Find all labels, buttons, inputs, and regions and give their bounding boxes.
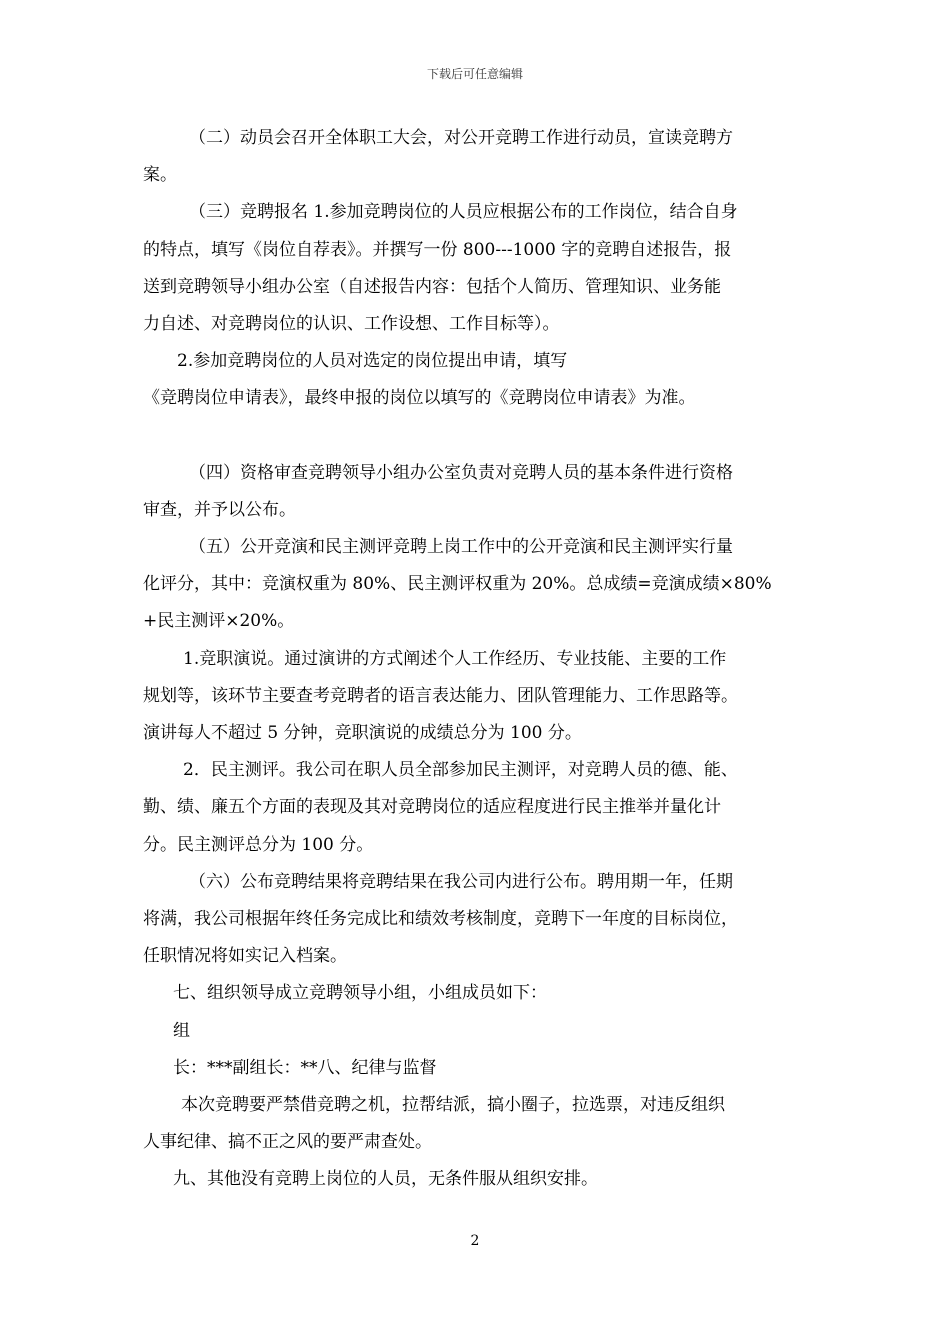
paragraph-line: 人事纪律、搞不正之风的要严肃查处。 bbox=[143, 1132, 432, 1153]
paragraph-line: 《竞聘岗位申请表》，最终申报的岗位以填写的《竞聘岗位申请表》为准。 bbox=[143, 388, 696, 409]
paragraph-line: 2.参加竞聘岗位的人员对选定的岗位提出申请，填写 bbox=[177, 351, 568, 372]
paragraph-line: （五）公开竞演和民主测评竞聘上岗工作中的公开竞演和民主测评实行量 bbox=[189, 537, 733, 558]
paragraph-line: 力自述、对竞聘岗位的认识、工作设想、工作目标等）。 bbox=[143, 314, 560, 335]
paragraph-spacer bbox=[143, 418, 813, 455]
paragraph-line: 勤、绩、廉五个方面的表现及其对竞聘岗位的适应程度进行民主推举并量化计 bbox=[143, 797, 721, 818]
paragraph-line: 审查，并予以公布。 bbox=[143, 499, 296, 520]
paragraph-line: （四）资格审查竞聘领导小组办公室负责对竞聘人员的基本条件进行资格 bbox=[189, 462, 733, 483]
page-header: 下载后可任意编辑 bbox=[426, 67, 523, 81]
paragraph-line: 九、其他没有竞聘上岗位的人员，无条件服从组织安排。 bbox=[173, 1169, 598, 1190]
paragraph-line: 任职情况将如实记入档案。 bbox=[143, 946, 347, 967]
paragraph-line: 1.竞职演说。通过演讲的方式阐述个人工作经历、专业技能、主要的工作 bbox=[183, 648, 727, 669]
page-number: 2 bbox=[470, 1233, 480, 1249]
paragraph-line: 本次竞聘要严禁借竞聘之机，拉帮结派，搞小圈子，拉选票，对违反组织 bbox=[181, 1095, 725, 1116]
paragraph-line: 化评分，其中：竞演权重为 80%、民主测评权重为 20%。总成绩=竞演成绩×80% bbox=[143, 574, 772, 595]
paragraph-line: （三）竞聘报名 1.参加竞聘岗位的人员应根据公布的工作岗位，结合自身 bbox=[189, 202, 738, 223]
paragraph-line: 七、组织领导成立竞聘领导小组，小组成员如下： bbox=[173, 983, 547, 1004]
paragraph-line: 将满，我公司根据年终任务完成比和绩效考核制度，竞聘下一年度的目标岗位， bbox=[143, 909, 738, 930]
paragraph-line: 分。民主测评总分为 100 分。 bbox=[143, 834, 374, 855]
paragraph-line: 演讲每人不超过 5 分钟，竞职演说的成绩总分为 100 分。 bbox=[143, 723, 582, 744]
paragraph-line: （二）动员会召开全体职工大会，对公开竞聘工作进行动员，宣读竞聘方 bbox=[189, 128, 733, 148]
paragraph-line: +民主测评×20%。 bbox=[143, 611, 295, 632]
paragraph-line: 送到竞聘领导小组办公室（自述报告内容：包括个人简历、管理知识、业务能 bbox=[143, 276, 721, 297]
paragraph-line: 规划等，该环节主要查考竞聘者的语言表达能力、团队管理能力、工作思路等。 bbox=[143, 685, 738, 706]
paragraph-line: 组 bbox=[173, 1020, 190, 1041]
paragraph-line: 案。 bbox=[143, 165, 177, 186]
paragraph-line: 2．民主测评。我公司在职人员全部参加民主测评，对竞聘人员的德、能、 bbox=[183, 760, 738, 781]
paragraph-line: （六）公布竞聘结果将竞聘结果在我公司内进行公布。聘用期一年，任期 bbox=[189, 871, 733, 892]
paragraph-line: 长：***副组长：**八、纪律与监督 bbox=[173, 1057, 437, 1078]
paragraph-line: 的特点，填写《岗位自荐表》。并撰写一份 800---1000 字的竞聘自述报告，报 bbox=[143, 239, 732, 260]
document-body bbox=[143, 120, 813, 1199]
